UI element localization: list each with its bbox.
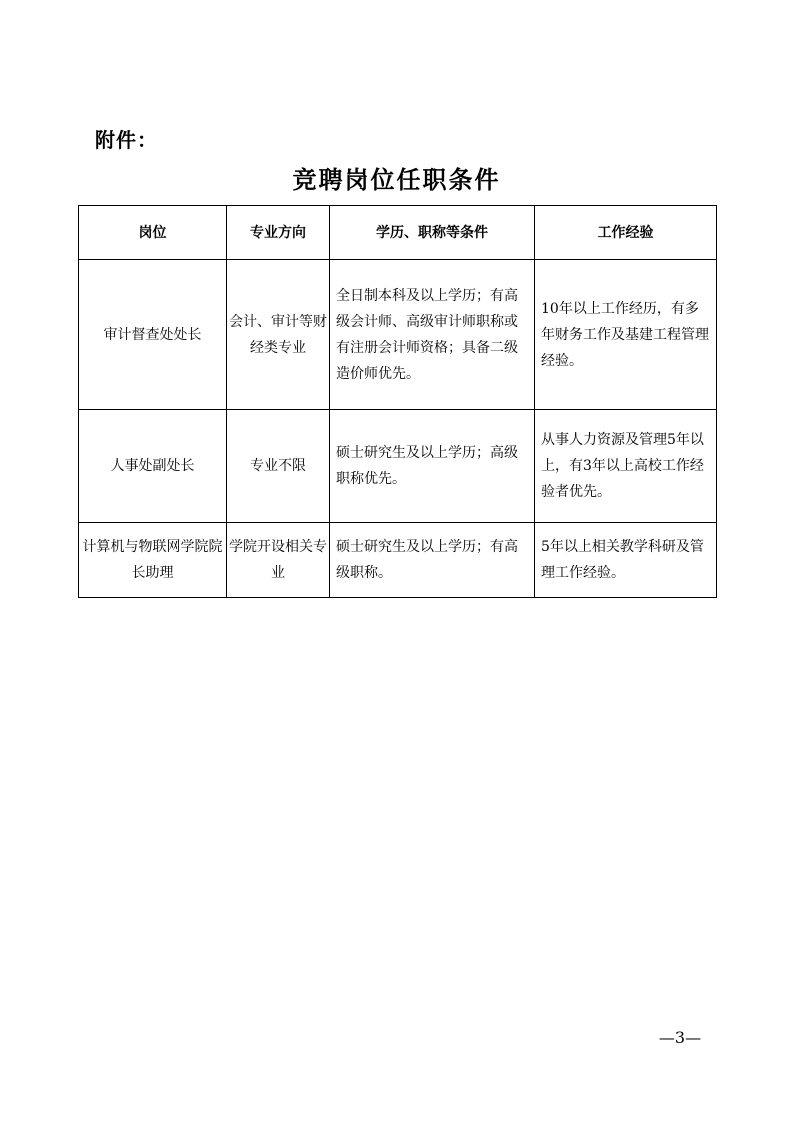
header-education: 学历、职称等条件 — [330, 206, 535, 260]
page-number: —3— — [658, 1028, 702, 1047]
cell-experience: 5年以上相关教学科研及管理工作经验。 — [535, 523, 717, 598]
table-header-row — [79, 206, 717, 260]
table-row — [79, 410, 717, 523]
header-position: 岗位 — [79, 206, 227, 260]
cell-education: 硕士研究生及以上学历；有高级职称。 — [330, 523, 535, 598]
cell-experience: 10年以上工作经历，有多年财务工作及基建工程管理经验。 — [535, 260, 717, 410]
cell-education: 硕士研究生及以上学历；高级职称优先。 — [330, 410, 535, 523]
cell-major: 学院开设相关专业 — [227, 523, 330, 598]
cell-major: 专业不限 — [227, 410, 330, 523]
table-row — [79, 260, 717, 410]
cell-experience: 从事人力资源及管理5年以上，有3年以上高校工作经验者优先。 — [535, 410, 717, 523]
cell-position: 计算机与物联网学院院长助理 — [79, 523, 227, 598]
cell-education: 全日制本科及以上学历；有高级会计师、高级审计师职称或有注册会计师资格；具备二级造价师优先。 — [330, 260, 535, 410]
document-title: 竞聘岗位任职条件 — [292, 166, 501, 194]
attachment-label: 附件： — [95, 128, 158, 152]
cell-major: 会计、审计等财经类专业 — [227, 260, 330, 410]
header-major: 专业方向 — [227, 206, 330, 260]
cell-position: 审计督查处处长 — [79, 260, 227, 410]
requirements-table — [78, 205, 717, 598]
cell-position: 人事处副处长 — [79, 410, 227, 523]
header-experience: 工作经验 — [535, 206, 717, 260]
table-row — [79, 523, 717, 598]
